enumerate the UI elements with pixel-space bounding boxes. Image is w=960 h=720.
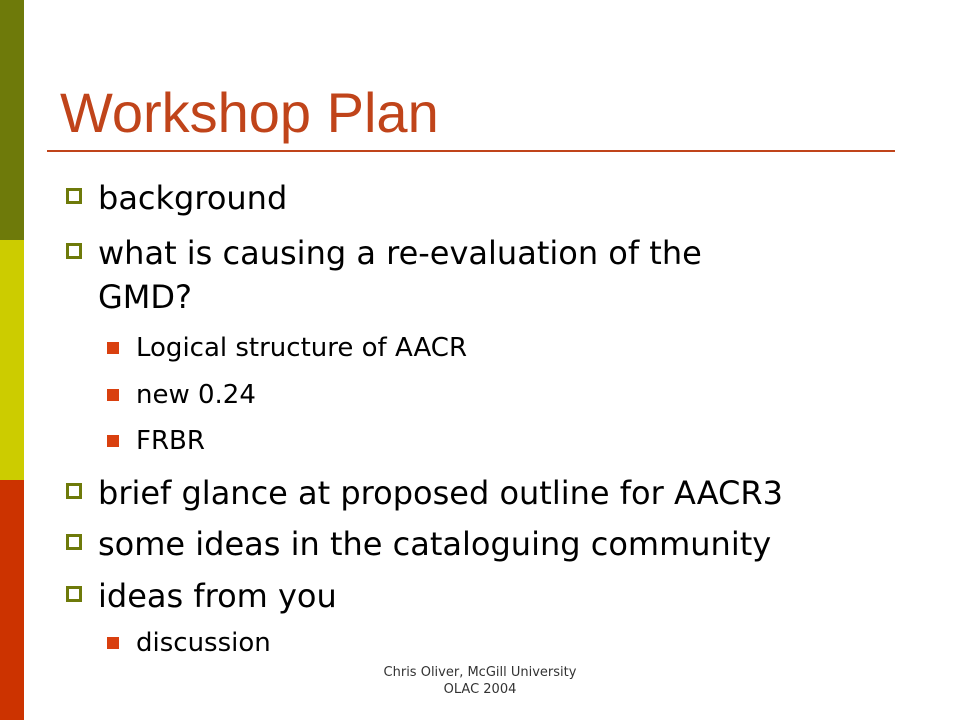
bullet-text: background xyxy=(98,179,288,217)
sub-bullet-text: Logical structure of AACR xyxy=(136,333,468,363)
sidebar-stripe-middle xyxy=(0,240,24,480)
bullet-item-cataloguing-community xyxy=(66,522,771,566)
title-underline xyxy=(47,150,895,152)
sub-bullet-item-discussion xyxy=(107,625,271,661)
bullet-item-re-evaluation xyxy=(66,231,702,319)
sub-bullet-item-logical-structure xyxy=(107,330,467,366)
filled-square-bullet-icon xyxy=(107,342,119,354)
bullet-text: ideas from you xyxy=(98,577,337,615)
footer-author: Chris Oliver, McGill University xyxy=(383,665,577,680)
bullet-text-line-1: what is causing a re-evaluation of the xyxy=(98,234,702,272)
square-outline-bullet-icon xyxy=(66,483,82,499)
bullet-item-aacr3-outline xyxy=(66,471,783,515)
bullet-item-background xyxy=(66,176,287,220)
filled-square-bullet-icon xyxy=(107,637,119,649)
bullet-text: some ideas in the cataloguing community xyxy=(98,525,772,563)
bullet-item-ideas-from-you xyxy=(66,574,337,618)
sidebar-stripe-bottom xyxy=(0,480,24,720)
slide-footer xyxy=(280,664,680,698)
sub-bullet-text: discussion xyxy=(136,628,271,658)
filled-square-bullet-icon xyxy=(107,389,119,401)
square-outline-bullet-icon xyxy=(66,188,82,204)
square-outline-bullet-icon xyxy=(66,586,82,602)
filled-square-bullet-icon xyxy=(107,435,119,447)
footer-event: OLAC 2004 xyxy=(443,682,517,697)
square-outline-bullet-icon xyxy=(66,534,82,550)
sidebar-stripe-top xyxy=(0,0,24,240)
sub-bullet-item-frbr xyxy=(107,423,205,459)
slide-title: Workshop Plan xyxy=(60,81,439,144)
bullet-text-line-2: GMD? xyxy=(98,278,193,316)
square-outline-bullet-icon xyxy=(66,243,82,259)
sub-bullet-item-new-0-24 xyxy=(107,377,256,413)
sub-bullet-text: new 0.24 xyxy=(136,380,256,410)
sub-bullet-text: FRBR xyxy=(136,426,205,456)
bullet-text: brief glance at proposed outline for AACR3 xyxy=(98,474,783,512)
bullet-text xyxy=(98,231,702,319)
